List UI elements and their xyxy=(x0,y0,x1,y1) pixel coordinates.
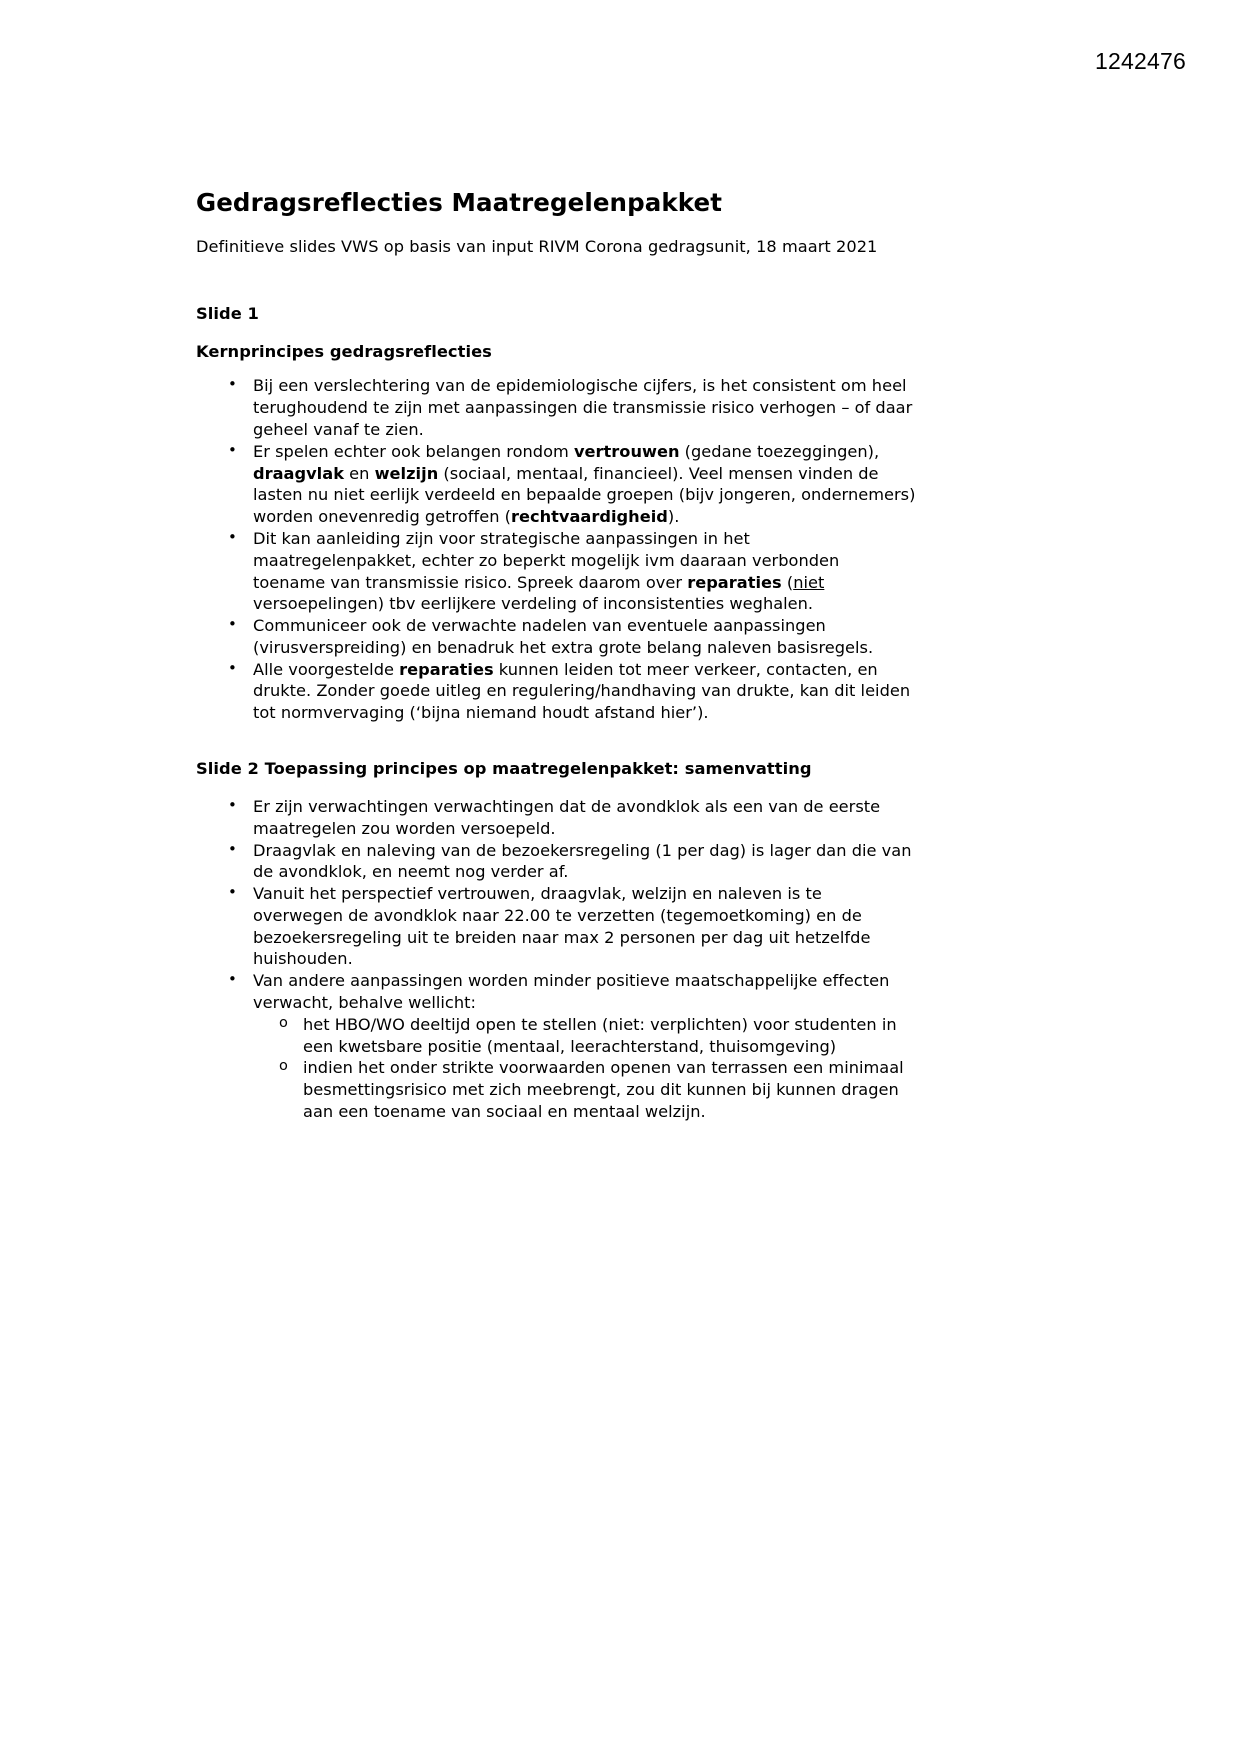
list-item: • Er spelen echter ook belangen rondom vertrouwen (gedane toezeggingen), draagvlak en welzijn (sociaal, mentaal, financieel). Veel mensen vinden de lasten nu niet eerlijk verdeeld en bepaalde groepen (bijv jongeren, ondernemers) worden onevenredig getroffen (rechtvaardigheid). xyxy=(253,441,916,528)
list-item: • Bij een verslechtering van de epidemiologische cijfers, is het consistent om heel terughoudend te zijn met aanpassingen die transmissie risico verhogen – of daar geheel vanaf te zien. xyxy=(253,375,916,440)
list-item: • Communiceer ook de verwachte nadelen van eventuele aanpassingen (virusverspreiding) en benadruk het extra grote belang naleven basisregels. xyxy=(253,615,916,659)
document-content xyxy=(196,188,916,1123)
slide-1-subheading: Kernprincipes gedragsreflecties xyxy=(196,342,492,362)
sub-list-item: o indien het onder strikte voorwaarden openen van terrassen een minimaal besmettingsrisico met zich meebrengt, zou dit kunnen bij kunnen dragen aan een toename van sociaal en mentaal welzijn. xyxy=(303,1057,916,1122)
slide-1-bullet-list xyxy=(196,375,916,724)
list-item: • Dit kan aanleiding zijn voor strategische aanpassingen in het maatregelenpakket, echter zo beperkt mogelijk ivm daaraan verbonden toename van transmissie risico. Spreek daarom over reparaties (niet versoepelingen) tbv eerlijkere verdeling of inconsistenties weghalen. xyxy=(253,528,916,615)
page-title: Gedragsreflecties Maatregelenpakket xyxy=(196,188,723,217)
list-item: • Vanuit het perspectief vertrouwen, draagvlak, welzijn en naleven is te overwegen de avondklok naar 22.00 te verzetten (tegemoetkoming) en de bezoekersregeling uit te breiden naar max 2 personen per dag uit hetzelfde huishouden. xyxy=(253,883,916,970)
slide-1-heading: Slide 1 xyxy=(196,304,259,324)
document-number: 1242476 xyxy=(1095,48,1186,74)
slide-2-sub-bullet-list xyxy=(253,1014,916,1123)
slide-2-bullet-list xyxy=(196,796,916,1123)
list-item: • Er zijn verwachtingen verwachtingen dat de avondklok als een van de eerste maatregelen zou worden versoepeld. xyxy=(253,796,916,840)
list-item: • Alle voorgestelde reparaties kunnen leiden tot meer verkeer, contacten, en drukte. Zonder goede uitleg en regulering/handhaving van drukte, kan dit leiden tot normvervaging (‘bijna niemand houdt afstand hier’). xyxy=(253,659,916,724)
slide-2-heading: Slide 2 Toepassing principes op maatregelenpakket: samenvatting xyxy=(196,758,812,778)
list-item: • Draagvlak en naleving van de bezoekersregeling (1 per dag) is lager dan die van de avondklok, en neemt nog verder af. xyxy=(253,840,916,884)
sub-list-item: o het HBO/WO deeltijd open te stellen (niet: verplichten) voor studenten in een kwetsbare positie (mentaal, leerachterstand, thuisomgeving) xyxy=(303,1014,916,1058)
document-subtitle: Definitieve slides VWS op basis van input RIVM Corona gedragsunit, 18 maart 2021 xyxy=(196,236,878,256)
section-spacer xyxy=(196,724,916,758)
list-item: • Van andere aanpassingen worden minder positieve maatschappelijke effecten verwacht, behalve wellicht: o het HBO/WO deeltijd open te stellen (niet: verplichten) voor studenten in een kwetsbare positie (mentaal, leerachterstand, thuisomgeving) o indien het onder strikte voorwaarden openen van terrassen een minimaal besmettingsrisico met zich meebrengt, zou dit kunnen bij kunnen dragen aan een toename van sociaal en mentaal welzijn. xyxy=(253,970,916,1122)
